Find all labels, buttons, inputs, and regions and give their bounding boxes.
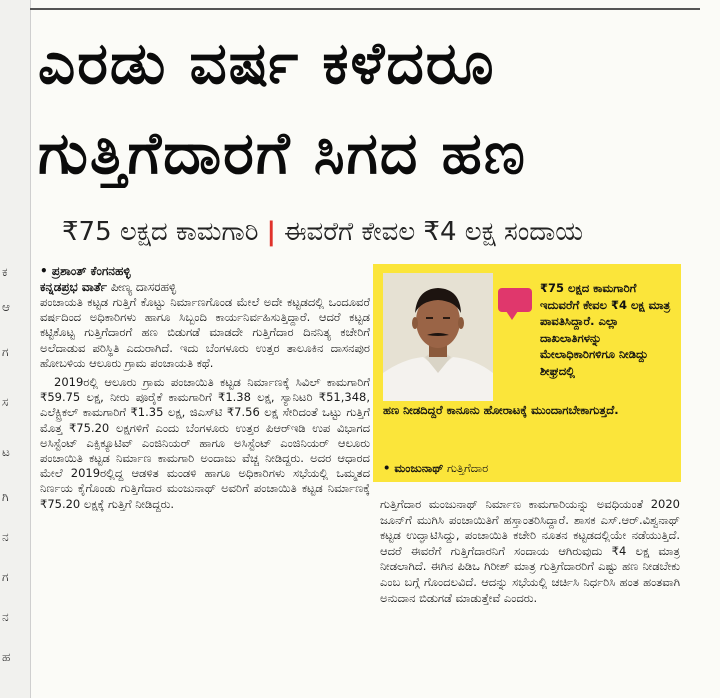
contractor-photo — [383, 273, 493, 401]
byline-dateline — [40, 279, 370, 295]
subhead-right: ಈವರೆಗೆ ಕೇವಲ ₹4 ಲಕ್ಷ ಸಂದಾಯ — [283, 217, 584, 247]
attribution-name: • ಮಂಜುನಾಥ್ — [383, 461, 444, 475]
byline-agency: ಕನ್ನಡಪ್ರಭ ವಾರ್ತೆ — [40, 280, 107, 294]
headline-line-2: ಗುತ್ತಿಗೆದಾರಗೆ ಸಿಗದ ಹಣ — [38, 119, 527, 187]
quote-attribution — [383, 460, 675, 476]
edge-glyph: ನ — [2, 610, 9, 624]
speech-bubble-icon — [498, 288, 532, 312]
quote-text-bottom: ಹಣ ನೀಡದಿದ್ದರೆ ಕಾನೂನು ಹೋರಾಟಕ್ಕೆ ಮುಂದಾಗಬೇಕಾಗುತ್ತದೆ. — [383, 403, 619, 417]
edge-glyph: ಗಿ — [2, 490, 9, 504]
edge-glyph: ಟ — [2, 445, 10, 459]
article-paragraph: 2019ರಲ್ಲಿ ಆಲೂರು ಗ್ರಾಮ ಪಂಚಾಯಿತಿ ಕಟ್ಟಡ ನಿರ್ಮಾಣಕ್ಕೆ ಸಿವಿಲ್ ಕಾಮಗಾರಿಗೆ ₹59.75 ಲಕ್ಷ, ನೀರು ಪೂರೈಕೆ ಕಾಮಗಾರಿಗೆ ₹1.38 ಲಕ್ಷ, ಸ್ಯಾನಿಟರಿ ₹51,348, ಎಲೆಕ್ಟ್ರಿಕಲ್ ಕಾಮಗಾರಿಗೆ ₹1.35 ಲಕ್ಷ, ಜಿಎಸ್‌ಟಿ ₹7.56 ಲಕ್ಷ ಸೇರಿದಂತೆ ಒಟ್ಟು ಗುತ್ತಿಗೆ ಮೊತ್ತ ₹75.20 ಲಕ್ಷಗಳಿಗೆ ಎಂದು ಬೆಂಗಳೂರು ಉತ್ತರ ಪಿಆರ್‌ಇಡಿ ಉಪ ವಿಭಾಗದ ಅಸಿಸ್ಟೆಂಟ್ ಎಕ್ಸಿಕ್ಯೂಟಿವ್ ಎಂಜಿನಿಯರ್ ಹಾಗೂ ಅಸಿಸ್ಟೆಂಟ್ ಎಂಜಿನಿಯರ್ ಆಲೂರು ಪಂಚಾಯಿತಿ ಕಟ್ಟಡ ನಿರ್ಮಾಣ ಕಾಮಗಾರಿ ಅಂದಾಜು ವೆಚ್ಚ ನೀಡಿದ್ದರು. ಅದರ ಆಧಾರದ ಮೇಲೆ 2019ರಲ್ಲಿದ್ದ ಆಡಳಿತ ಮಂಡಳಿ ಹಾಗೂ ಅಧಿಕಾರಿಗಳು ಸಭೆಯಲ್ಲಿ ಒಮ್ಮತದ ನಿರ್ಣಯ ಕೈಗೊಂಡು ಗುತ್ತಿಗೆದಾರ ಮಂಜುನಾಥ್ ಅವರಿಗೆ ಪಂಚಾಯಿತಿ ಕಟ್ಟಡ ನಿರ್ಮಾಣಕ್ಕೆ ₹75.20 ಲಕ್ಷಕ್ಕೆ ಗುತ್ತಿಗೆ ನೀಡಿದ್ದರು. — [40, 375, 370, 511]
article-paragraph: ಪಂಚಾಯತಿ ಕಟ್ಟಡ ಗುತ್ತಿಗೆ ಕೊಟ್ಟು ನಿರ್ಮಾಣಗೊಂಡ ಮೇಲೆ ಅದೇ ಕಟ್ಟಡದಲ್ಲಿ ಒಂದೂವರೆ ವರ್ಷದಿಂದ ಅಧಿಕಾರಿಗಳು ಹಾಗೂ ಸಿಬ್ಬಂದಿ ಕಾರ್ಯನಿರ್ವಹಿಸುತ್ತಿದ್ದಾರೆ. ಆದರೆ ಕಟ್ಟಡ ಕಟ್ಟಿಕೊಟ್ಟ ಗುತ್ತಿಗೆದಾರಗೆ ಹಣ ಬಿಡುಗಡೆ ಮಾಡದೇ ಗುತ್ತಿಗೆದಾರ ದಿನನಿತ್ಯ ಕಚೇರಿಗೆ ಅಲೆದಾಡುವ ಪರಿಸ್ಥಿತಿ ಎದುರಾಗಿದೆ. ಇದು ಬೆಂಗಳೂರು ಉತ್ತರ ತಾಲೂಕಿನ ದಾಸನಪುರ ಹೋಬಳಿಯ ಆಲೂರು ಗ್ರಾಮ ಪಂಚಾಯತಿ ಕಥೆ. — [40, 295, 370, 370]
left-page-edge — [0, 0, 31, 698]
edge-glyph: ಹ — [2, 650, 11, 664]
quote-text-top: ₹75 ಲಕ್ಷದ ಕಾಮಗಾರಿಗೆ ಇದುವರೆಗೆ ಕೇವಲ ₹4 ಲಕ್ಷ ಮಾತ್ರ ಪಾವತಿಸಿದ್ದಾರೆ. ಎಲ್ಲಾ ದಾಖಲಾತಿಗಳನ್ನು ಮೇಲಾಧಿಕಾರಿಗಳಿಗೂ ನೀಡಿದ್ದು ಶೀಘ್ರದಲ್ಲಿ — [540, 281, 671, 378]
edge-glyph: ಗ — [2, 570, 9, 584]
byline-author: • ಪ್ರಶಾಂತ್ ಕೆಂಗನಹಳ್ಳಿ — [40, 264, 131, 278]
edge-glyph: ಕ — [2, 265, 8, 279]
edge-glyph: ಆ — [2, 300, 10, 314]
subhead-left: ₹75 ಲಕ್ಷದ ಕಾಮಗಾರಿ — [62, 217, 259, 247]
byline — [40, 263, 370, 295]
edge-glyph: ಗ — [2, 345, 9, 359]
byline-place: ಪೀಣ್ಯ ದಾಸರಹಳ್ಳಿ — [110, 280, 177, 294]
portrait-image — [383, 273, 493, 401]
article-right-column — [380, 497, 680, 606]
attribution-role: ಗುತ್ತಿಗೆದಾರ — [447, 461, 489, 475]
subhead-separator: | — [266, 217, 276, 247]
right-margin — [700, 0, 720, 698]
article-paragraph: ಗುತ್ತಿಗೆದಾರ ಮಂಜುನಾಥ್ ನಿರ್ಮಾಣ ಕಾಮಗಾರಿಯನ್ನು ಅವಧಿಯಂತೆ 2020 ಜೂನ್‌ಗೆ ಮುಗಿಸಿ ಪಂಚಾಯಿತಿಗೆ ಹಸ್ತಾಂತರಿಸಿದ್ದಾರೆ. ಶಾಸಕ ಎಸ್.ಆರ್.ವಿಶ್ವನಾಥ್ ಕಟ್ಟಡ ಉದ್ಘಾಟಿಸಿದ್ದು, ಪಂಚಾಯಿತಿ ಕಚೇರಿ ನೂತನ ಕಟ್ಟಡದಲ್ಲಿಯೇ ನಡೆಯುತ್ತಿದೆ. ಆದರೆ ಈವರೆಗೆ ಗುತ್ತಿಗೆದಾರನಿಗೆ ಸಂದಾಯ ಆಗಿರುವುದು ₹4 ಲಕ್ಷ ಮಾತ್ರ ನೀಡಲಾಗಿದೆ. ಈಗಿನ ಪಿಡಿಒ ಗಿರೀಶ್ ಮಾತ್ರ ಗುತ್ತಿಗೆದಾರರಿಗೆ ಎಷ್ಟು ಹಣ ನೀಡಬೇಕು ಎಂಬ ಬಗ್ಗೆ ಗೊಂದಲವಿದೆ. ಆದನ್ನು ಸಭೆಯಲ್ಲಿ ಚರ್ಚಿಸಿ ನಿರ್ಧರಿಸಿ ಹಂತ ಹಂತವಾಗಿ ಅನುದಾನ ಬಿಡುಗಡೆ ಮಾಡುತ್ತೇವೆ ಎಂದರು. — [380, 497, 680, 605]
top-rule — [30, 8, 720, 10]
edge-glyph: ಸ — [2, 395, 9, 409]
edge-glyph: ನ — [2, 530, 9, 544]
headline-line-1: ಎರಡು ವರ್ಷ ಕಳೆದರೂ — [38, 29, 496, 97]
subheadline — [62, 214, 712, 254]
article-left-column — [40, 295, 370, 516]
